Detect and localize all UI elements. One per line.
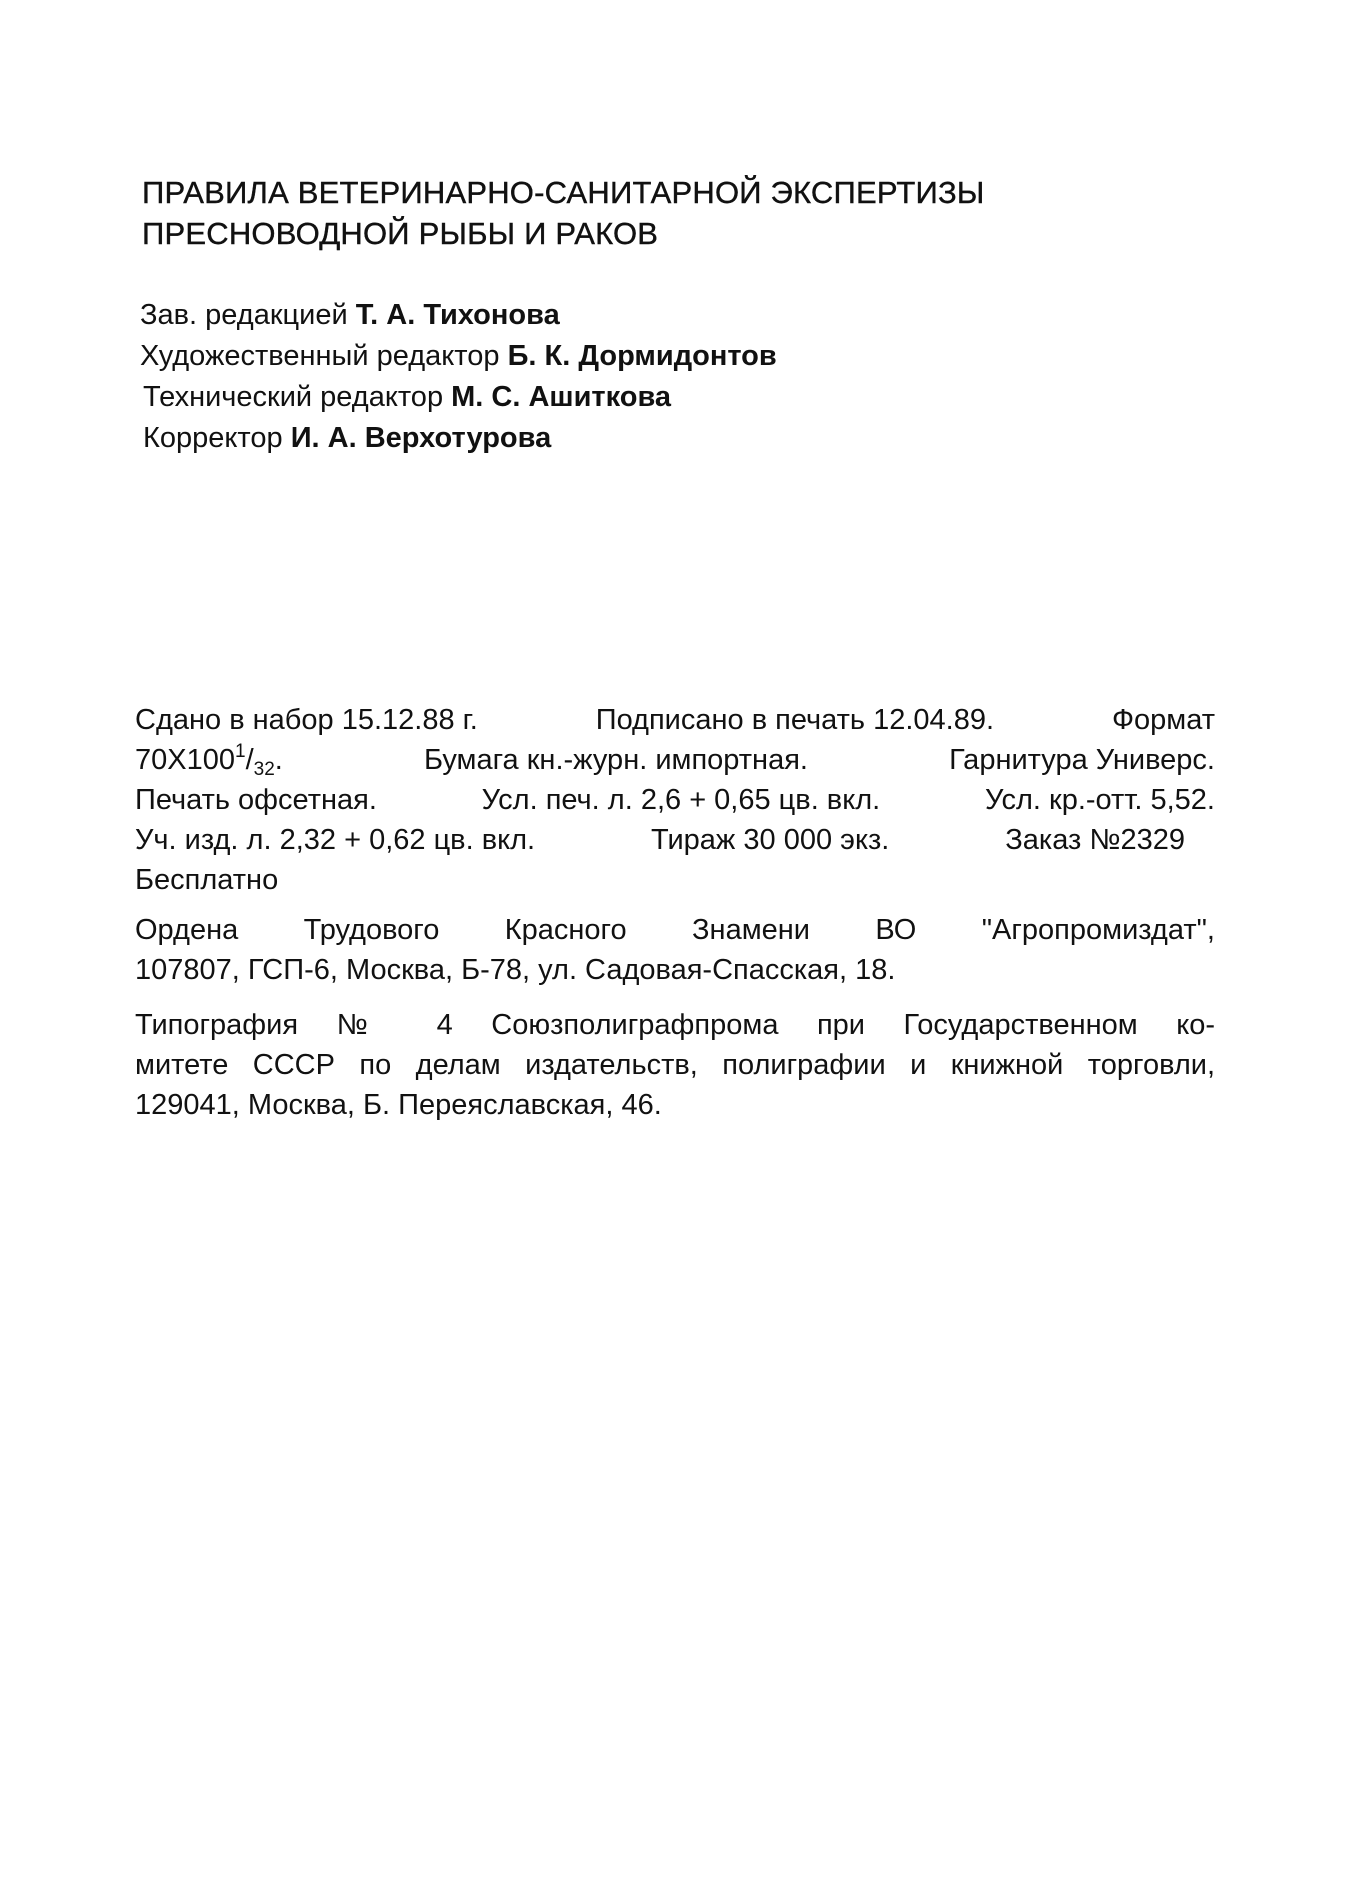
order-number: Заказ №2329 [1005, 824, 1185, 856]
imprint-line-3 [135, 780, 1215, 820]
credit-role: Художественный редактор [140, 340, 508, 372]
paper-type: Бумага кн.-журн. импортная. [423, 744, 808, 776]
publisher-word: Знамени [692, 914, 810, 946]
publisher-line-1 [135, 910, 1215, 950]
publisher-word: Трудового [303, 914, 440, 946]
typeset-date: Сдано в набор 15.12.88 г. [135, 704, 478, 736]
publisher-word: Ордена [135, 914, 239, 946]
print-method: Печать офсетная. [135, 784, 377, 816]
editorial-credits [140, 295, 1240, 459]
printer-line-1: Типография № 4 Союзполиграфпрома при Государственном ко- [135, 1009, 1215, 1041]
price-note: Бесплатно [135, 864, 279, 896]
book-title-line-2: ПРЕСНОВОДНОЙ РЫБЫ И РАКОВ [142, 216, 659, 251]
print-run: Тираж 30 000 экз. [651, 824, 890, 856]
publisher-word: "Агропромиздат", [981, 914, 1215, 946]
color-prints: Усл. кр.-отт. 5,52. [984, 784, 1215, 816]
imprint-line-5 [135, 860, 1215, 900]
printer-line-3: 129041, Москва, Б. Переяславская, 46. [135, 1089, 662, 1121]
publisher-word: Красного [504, 914, 627, 946]
book-title-line-1: ПРАВИЛА ВЕТЕРИНАРНО-САНИТАРНОЙ ЭКСПЕРТИЗЫ [142, 175, 985, 210]
typeface: Гарнитура Универс. [949, 744, 1215, 776]
print-imprint [135, 700, 1215, 900]
credit-line [140, 418, 1240, 459]
format-tail: . [274, 744, 283, 776]
credit-person: И. А. Верхотурова [290, 422, 552, 454]
credit-role: Зав. редакцией [140, 299, 356, 331]
credit-person: Б. К. Дормидонтов [507, 340, 777, 372]
credit-line [140, 295, 1240, 336]
publisher-sheets: Уч. изд. л. 2,32 + 0,62 цв. вкл. [135, 824, 536, 856]
imprint-line-2 [135, 740, 1215, 780]
publisher-block [135, 910, 1215, 990]
printer-block [135, 1005, 1215, 1125]
credit-line [140, 377, 1240, 418]
publisher-word: ВО [875, 914, 917, 946]
credit-person: М. С. Ашиткова [451, 381, 672, 413]
format-label: Формат [1111, 704, 1215, 736]
credit-role: Технический редактор [143, 381, 452, 413]
format-base: 70Х100 [135, 744, 235, 776]
credit-line [140, 336, 1240, 377]
publisher-address: 107807, ГСП-6, Москва, Б-78, ул. Садовая-Спасская, 18. [135, 954, 896, 986]
imprint-line-4 [135, 820, 1215, 860]
printer-line-2: митете СССР по делам издательств, полиграфии и книжной торговли, [135, 1049, 1215, 1081]
format-value: 70Х1001/32. [135, 741, 283, 780]
book-title [142, 172, 1242, 254]
signed-to-print-date: Подписано в печать 12.04.89. [595, 704, 995, 736]
printed-sheets: Усл. печ. л. 2,6 + 0,65 цв. вкл. [481, 784, 881, 816]
publisher-line-2 [135, 950, 1215, 990]
credit-role: Корректор [143, 422, 291, 454]
credit-person: Т. А. Тихонова [355, 299, 560, 331]
imprint-line-1 [135, 700, 1215, 740]
